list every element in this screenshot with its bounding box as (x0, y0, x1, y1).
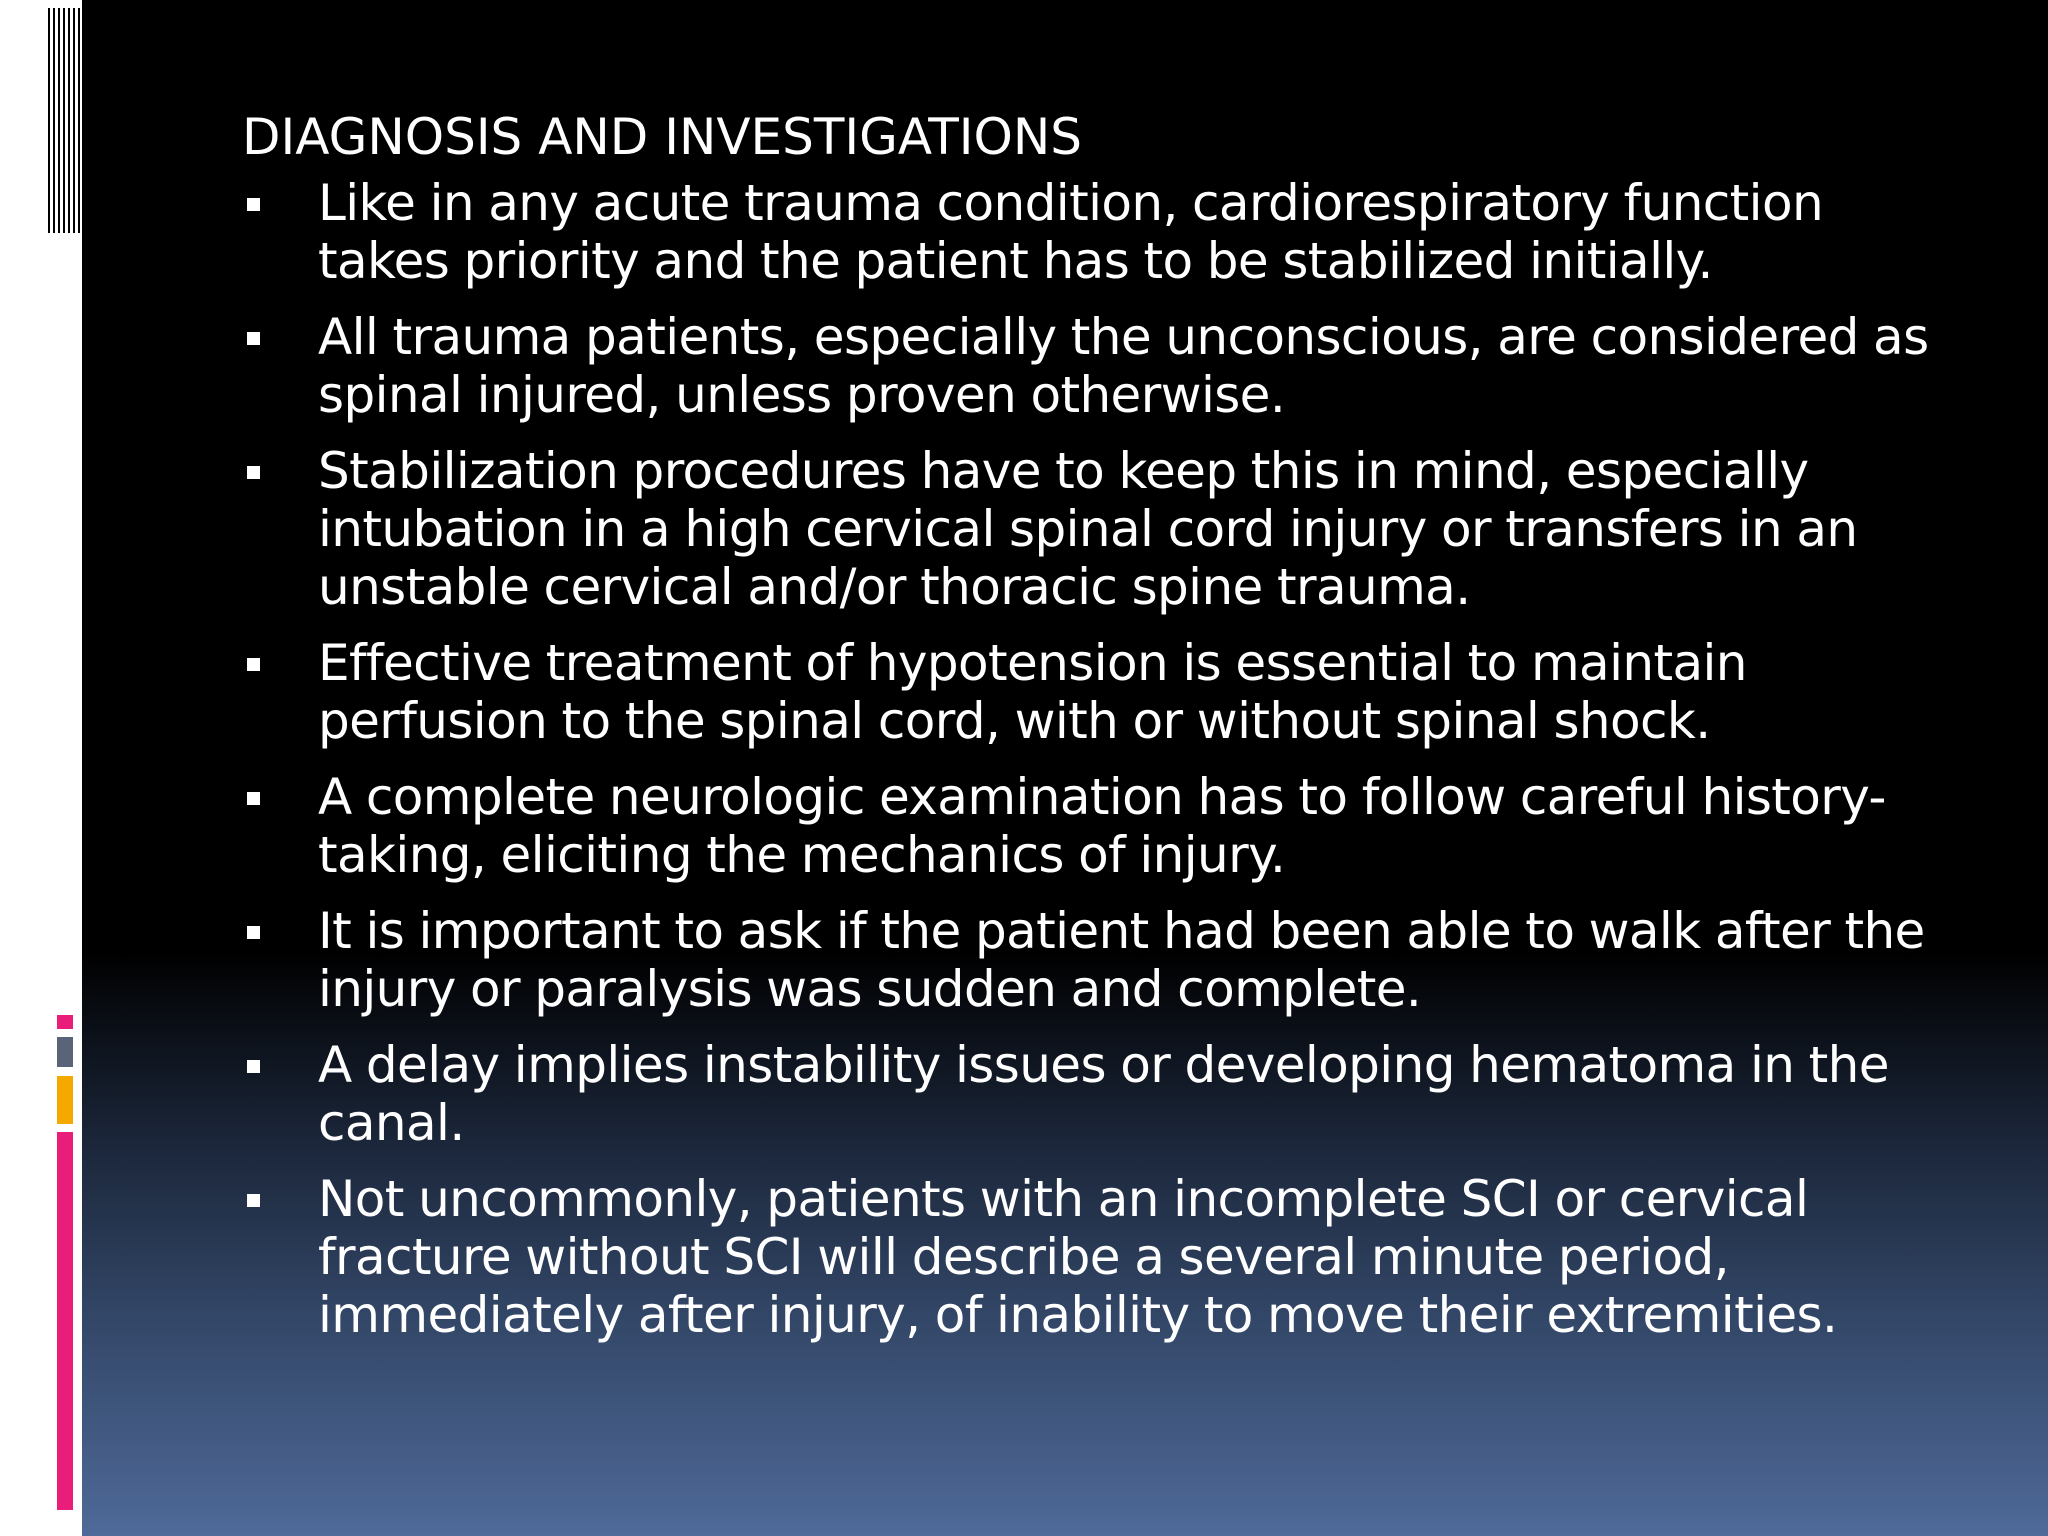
deco-pink-bar-small (57, 1015, 73, 1029)
deco-top-stripe-5 (68, 8, 70, 233)
square-bullet-icon (247, 466, 260, 479)
square-bullet-icon (247, 1060, 260, 1073)
bullet-item (240, 768, 1940, 884)
bullet-text: Like in any acute trauma condition, cardiorespiratory function takes priority and the patient has to be stabilized initially. (318, 174, 1824, 290)
bullet-text: All trauma patients, especially the unconscious, are considered as spinal injured, unless proven otherwise. (318, 308, 1929, 424)
deco-top-stripe-6 (73, 8, 75, 233)
square-bullet-icon (247, 926, 260, 939)
square-bullet-icon (247, 658, 260, 671)
deco-top-stripe-1 (48, 8, 50, 233)
bullet-item (240, 1036, 1940, 1152)
bullet-text: Stabilization procedures have to keep this in mind, especially intubation in a high cervical spinal cord injury or transfers in an unstable cervical and/or thoracic spine trauma. (318, 442, 1858, 616)
bullet-text: It is important to ask if the patient had been able to walk after the injury or paralysis was sudden and complete. (318, 902, 1925, 1018)
slide-title: DIAGNOSIS AND INVESTIGATIONS (242, 108, 1083, 166)
deco-top-stripe-3 (58, 8, 60, 233)
bullet-item (240, 442, 1940, 616)
deco-orange-bar (57, 1076, 73, 1124)
deco-top-stripe-4 (63, 8, 65, 233)
bullet-item (240, 174, 1940, 290)
bullet-item (240, 308, 1940, 424)
bullet-text: A delay implies instability issues or developing hematoma in the canal. (318, 1036, 1889, 1152)
bullet-text: Not uncommonly, patients with an incomplete SCI or cervical fracture without SCI will describe a several minute period, immediately after injury, of inability to move their extremities. (318, 1170, 1838, 1344)
bullet-text: A complete neurologic examination has to follow careful history-taking, eliciting the mechanics of injury. (318, 768, 1886, 884)
deco-top-stripe-7 (78, 8, 80, 233)
deco-slate-bar (57, 1037, 73, 1067)
square-bullet-icon (247, 1194, 260, 1207)
square-bullet-icon (247, 792, 260, 805)
square-bullet-icon (247, 198, 260, 211)
slide-content (240, 100, 1940, 1362)
deco-top-stripe-2 (53, 8, 55, 233)
bullet-item (240, 902, 1940, 1018)
deco-pink-bar-long (57, 1132, 73, 1510)
square-bullet-icon (247, 332, 260, 345)
bullet-item (240, 1170, 1940, 1344)
bullet-item (240, 634, 1940, 750)
bullet-text: Effective treatment of hypotension is essential to maintain perfusion to the spinal cord, with or without spinal shock. (318, 634, 1747, 750)
decorative-sidebar (0, 0, 82, 1536)
bullet-list (240, 174, 1940, 1344)
